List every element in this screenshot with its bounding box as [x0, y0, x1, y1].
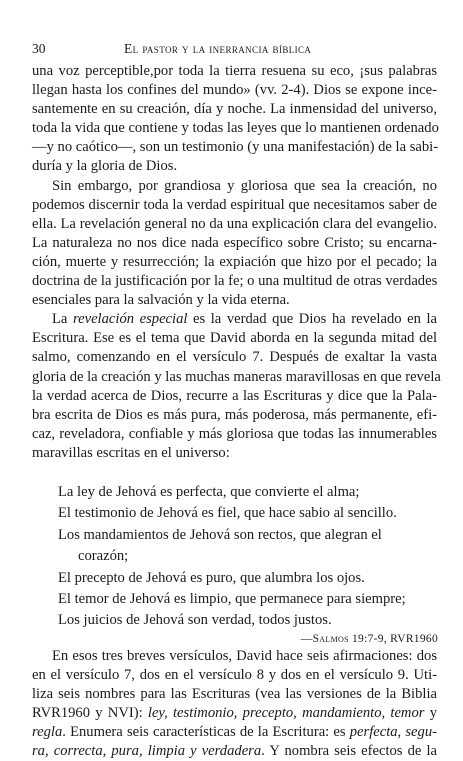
- text-line: La naturaleza no nos dice nada específico sobre Cristo; su encarna-: [32, 234, 437, 251]
- text-line: [32, 704, 437, 723]
- text-run: RVR1960 y NVI):: [32, 705, 148, 722]
- paragraph-1: [32, 62, 437, 177]
- citation-reference: 19:7-9, RVR1960: [352, 632, 438, 645]
- running-title: El pastor y la inerrancia bíblica: [124, 41, 312, 56]
- text-line: maravillas escritas en el universo:: [32, 444, 230, 461]
- verse-line: Los juicios de Jehová son verdad, todos justos.: [58, 612, 332, 629]
- text-line: Escritura. Ese es el tema que David aborda en la segunda mitad del: [32, 330, 437, 347]
- text-run: La: [52, 311, 73, 328]
- italic-term: revelación especial: [72, 311, 188, 328]
- text-line: duría y la gloria de Dios.: [32, 158, 178, 175]
- text-run: y: [424, 705, 437, 722]
- citation-book: —Salmos: [300, 632, 352, 645]
- text-line: caz, reveladora, confiable y más gloriosa que todas las innumerables: [32, 425, 437, 442]
- text-line: ella. La revelación general no da una explicación clara del evangelio.: [32, 215, 437, 232]
- italic-terms: perfecta, segu-: [349, 724, 437, 741]
- text-line: Sin embargo, por grandiosa y gloriosa que sea la creación, no: [52, 177, 437, 194]
- text-line: liza seis nombres para las Escrituras (vea las versiones de la Biblia: [32, 686, 437, 702]
- verse-line: El precepto de Jehová es puro, que alumbra los ojos.: [58, 569, 365, 586]
- paragraph-3: [32, 310, 441, 463]
- text-run: . Enumera seis características de la Escritura: es: [62, 724, 350, 741]
- text-line: En esos tres breves versículos, David hace seis afirmaciones: dos: [52, 647, 437, 664]
- text-line: llegan hasta los confines del mundo» (vv. 2-4). Dios se expone ince-: [32, 82, 437, 99]
- text-run: . Y nombra seis efectos de la: [261, 743, 438, 760]
- verse-line: El testimonio de Jehová es fiel, que hace sabio al sencillo.: [58, 505, 397, 522]
- text-line: podemos discernir toda la verdad espiritual que necesitamos saber de: [32, 196, 437, 213]
- verse-line: La ley de Jehová es perfecta, que convierte el alma;: [58, 483, 360, 500]
- italic-terms: ley, testimonio, precepto, mandamiento, temor: [147, 705, 425, 722]
- text-line: santemente en su creación, día y noche. La inmensidad del universo,: [32, 101, 437, 118]
- text-line: en el versículo 7, dos en el versículo 8 y dos en el versículo 9. Uti-: [32, 666, 437, 683]
- body-text: [32, 62, 441, 761]
- verse-line: corazón;: [78, 548, 129, 565]
- text-run: es la verdad que Dios ha revelado en la: [187, 311, 437, 328]
- text-line: esenciales para la salvación y la vida eterna.: [32, 292, 290, 309]
- text-line: [32, 742, 437, 761]
- scripture-quote: [58, 482, 438, 647]
- text-line: doctrina de la justificación por la fe; o una multitud de otras verdades: [32, 273, 438, 290]
- italic-terms: ra, correcta, pura, limpia y verdadera: [32, 743, 262, 760]
- paragraph-2: [32, 177, 437, 311]
- paragraph-4: [32, 647, 437, 761]
- text-line: [32, 723, 437, 742]
- verse-line: Los mandamientos de Jehová son rectos, que alegran el: [58, 526, 382, 543]
- text-line: toda la vida que contiene y todas las leyes que lo mantienen ordenado: [32, 120, 439, 137]
- italic-term: regla: [32, 724, 63, 741]
- verse-line: El temor de Jehová es limpio, que permanece para siempre;: [58, 591, 406, 607]
- text-line: salmo, comenzando en el versículo 7. Después de exaltar la vasta: [32, 349, 437, 366]
- text-line: ción, muerte y resurrección; la expiación que hizo por el pecado; la: [32, 253, 437, 270]
- text-line: [32, 310, 437, 329]
- text-line: bra escrita de Dios es más pura, más poderosa, más permanente, efi-: [32, 406, 437, 423]
- page-header: [32, 40, 439, 58]
- text-line: —y no caótico—, son un testimonio (y una manifestación) de la sabi-: [32, 139, 439, 156]
- page-number: 30: [32, 41, 46, 56]
- text-line: una voz perceptible,por toda la tierra resuena su eco, ¡sus palabras: [32, 63, 437, 79]
- text-line: gloria de la creación y las muchas maneras maravillosas en que revela: [32, 368, 441, 385]
- text-line: la verdad acerca de Dios, recurre a las Escrituras y dice que la Pala-: [32, 387, 437, 404]
- scripture-citation: [58, 632, 438, 647]
